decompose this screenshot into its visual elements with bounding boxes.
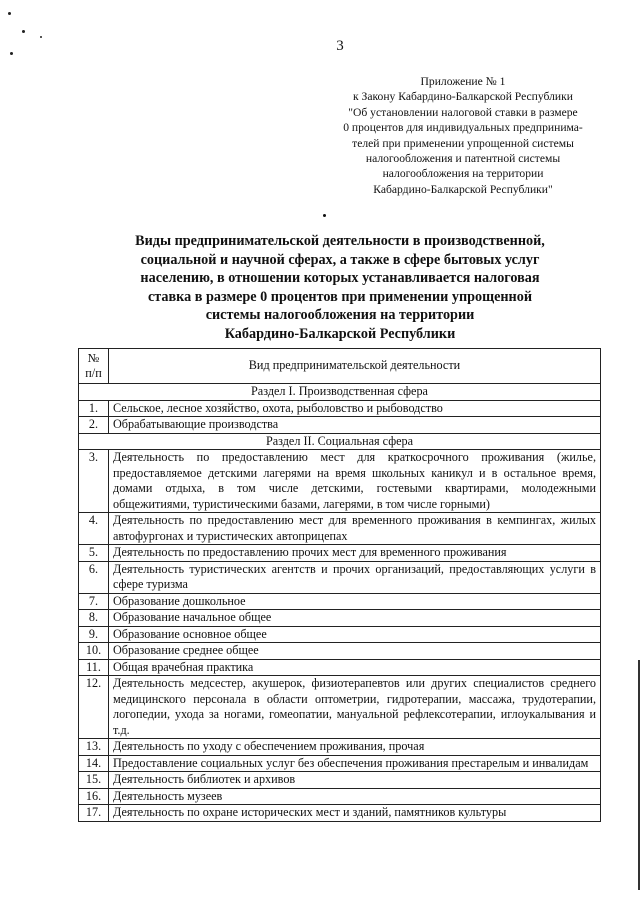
row-number: 3. [79, 450, 109, 513]
row-number: 14. [79, 755, 109, 772]
title-line: Кабардино-Балкарской Республики [224, 325, 456, 342]
row-number: 1. [79, 400, 109, 417]
table-row [79, 593, 601, 610]
table-row [79, 659, 601, 676]
row-number: 8. [79, 610, 109, 627]
row-number: 6. [79, 561, 109, 593]
table-row [79, 400, 601, 417]
table-row [79, 739, 601, 756]
table-row [79, 545, 601, 562]
row-number: 11. [79, 659, 109, 676]
title-line: системы налогообложения на территории [205, 307, 475, 324]
annex-line: Приложение № 1 [420, 75, 506, 88]
page-number: 3 [336, 38, 344, 54]
table-row [79, 513, 601, 545]
row-activity: Деятельность по охране исторических мест и зданий, памятников культуры [109, 805, 601, 822]
title-line: населению, в отношении которых устанавливается налоговая [140, 270, 540, 287]
row-activity: Образование дошкольное [109, 593, 601, 610]
title-line: ставка в размере 0 процентов при применении упрощенной [147, 288, 533, 305]
table-row [79, 755, 601, 772]
section-row [79, 433, 601, 450]
row-activity: Образование среднее общее [109, 643, 601, 660]
header-num-abbr: п/п [85, 366, 102, 380]
row-activity: Деятельность по предоставлению мест для временного проживания в кемпингах, жилых автофургонах и туристических автоприцепах [109, 513, 601, 545]
table-row [79, 805, 601, 822]
row-activity: Образование основное общее [109, 626, 601, 643]
activities-table [78, 348, 601, 822]
row-activity: Деятельность библиотек и архивов [109, 772, 601, 789]
row-activity: Деятельность туристических агентств и прочих организаций, предоставляющих услуги в сфере туризма [109, 561, 601, 593]
row-activity: Деятельность музеев [109, 788, 601, 805]
row-number: 12. [79, 676, 109, 739]
table-row [79, 643, 601, 660]
row-number: 16. [79, 788, 109, 805]
header-num-cell [79, 349, 109, 384]
row-number: 17. [79, 805, 109, 822]
table-header-row [79, 349, 601, 384]
table-row [79, 417, 601, 434]
row-number: 10. [79, 643, 109, 660]
table-row [79, 610, 601, 627]
row-activity: Деятельность по уходу с обеспечением проживания, прочая [109, 739, 601, 756]
scan-speck [22, 30, 25, 33]
section-row [79, 384, 601, 401]
title-line: Виды предпринимательской деятельности в производственной, [135, 233, 545, 249]
table-row [79, 626, 601, 643]
annex-line: телей при применении упрощенной системы [352, 136, 574, 150]
annex-line: Кабардино-Балкарской Республики" [373, 182, 553, 196]
annex-header [328, 74, 598, 197]
stray-mark [323, 214, 326, 217]
row-activity: Предоставление социальных услуг без обеспечения проживания престарелым и инвалидам [109, 755, 601, 772]
section-title: Раздел II. Социальная сфера [79, 433, 601, 450]
row-number: 13. [79, 739, 109, 756]
header-activity-cell: Вид предпринимательской деятельности [109, 349, 601, 384]
annex-line: налогообложения и патентной системы [365, 152, 561, 166]
row-number: 7. [79, 593, 109, 610]
scan-speck [8, 12, 11, 15]
row-activity: Деятельность по предоставлению прочих мест для временного проживания [109, 545, 601, 562]
row-number: 9. [79, 626, 109, 643]
row-number: 2. [79, 417, 109, 434]
section-title: Раздел I. Производственная сфера [79, 384, 601, 401]
table-row [79, 788, 601, 805]
annex-line: "Об установлении налоговой ставки в размере [348, 105, 578, 119]
table-row [79, 450, 601, 513]
annex-line: налогообложения на территории [382, 167, 544, 181]
row-number: 5. [79, 545, 109, 562]
row-number: 4. [79, 513, 109, 545]
table-row [79, 676, 601, 739]
title-line: социальной и научной сферах, а также в сфере бытовых услуг [140, 251, 540, 268]
table-row [79, 561, 601, 593]
annex-line: к Закону Кабардино-Балкарской Республики [353, 90, 573, 104]
row-number: 15. [79, 772, 109, 789]
row-activity: Деятельность по предоставлению мест для краткосрочного проживания (жилье, предоставляемое детскими лагерями на время школьных каникул и в остальное время, домами отдыха, в том числе детскими, гостевыми квартирами, молодежными общежитиями, туристическими базами, лагерями, в том числе горными) [109, 450, 601, 513]
annex-line: 0 процентов для индивидуальных предпринима- [343, 121, 583, 135]
table-row [79, 772, 601, 789]
row-activity: Сельское, лесное хозяйство, охота, рыболовство и рыбоводство [109, 400, 601, 417]
row-activity: Образование начальное общее [109, 610, 601, 627]
header-num-symbol: № [87, 350, 100, 365]
row-activity: Деятельность медсестер, акушерок, физиотерапевтов или других специалистов среднего медицинского персонала в области оптометрии, гидротерапии, массажа, трудотерапии, логопедии, ухода за ногами, гомеопатии, мануальной рефлексотерапии, иглоукалывания и т.д. [109, 676, 601, 739]
row-activity: Обрабатывающие производства [109, 417, 601, 434]
row-activity: Общая врачебная практика [109, 659, 601, 676]
document-title [80, 232, 600, 344]
